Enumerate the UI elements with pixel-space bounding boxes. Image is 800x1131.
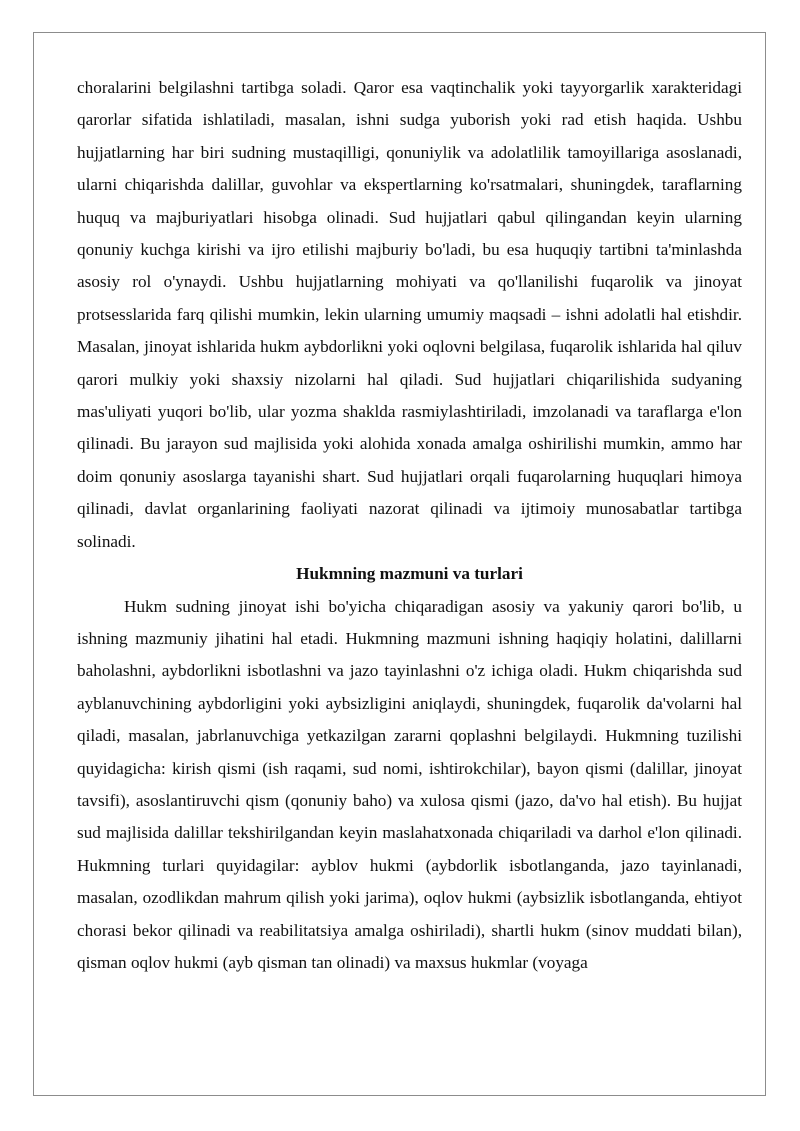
body-paragraph: choralarini belgilashni tartibga soladi. Qaror esa vaqtinchalik yoki tayyorgarlik xarakteridagi qarorlar sifatida ishlatiladi, masalan, ishni sudga yuborish yoki rad etish haqida. Ushbu hujjatlarning har biri sudning mustaqilligi, qonuniylik va adolatlilik tamoyillariga asoslanadi, ularni chiqarishda dalillar, guvohlar va ekspertlarning ko'rsatmalari, shuningdek, taraflarning huquq va majburiyatlari hisobga olinadi. Sud hujjatlari qabul qilingandan keyin ularning qonuniy kuchga kirishi va ijro etilishi majburiy bo'ladi, bu esa huquqiy tartibni ta'minlashda asosiy rol o'ynaydi. Ushbu hujjatlarning mohiyati va qo'llanilishi fuqarolik va jinoyat protsesslarida farq qilishi mumkin, lekin ularning umumiy maqsadi – ishni adolatli hal etishdir. Masalan, jinoyat ishlarida hukm aybdorlikni yoki oqlovni belgilasa, fuqarolik ishlarida hal qiluv qarori mulkiy yoki shaxsiy nizolarni hal qiladi. Sud hujjatlari chiqarilishida sudyaning mas'uliyati yuqori bo'lib, ular yozma shaklda rasmiylashtiriladi, imzolanadi va taraflarga e'lon qilinadi. Bu jarayon sud majlisida yoki alohida xonada amalga oshirilishi mumkin, ammo har doim qonuniy asoslarga tayanishi shart. Sud hujjatlari orqali fuqarolarning huquqlari himoya qilinadi, davlat organlarining faoliyati nazorat qilinadi va ijtimoiy munosabatlar tartibga solinadi.	[77, 78, 742, 551]
body-paragraph: Hukm sudning jinoyat ishi bo'yicha chiqaradigan asosiy va yakuniy qarori bo'lib, u ishning mazmuniy jihatini hal etadi. Hukmning mazmuni ishning haqiqiy holatini, dalillarni baholashni, aybdorlikni isbotlashni va jazo tayinlashni o'z ichiga oladi. Hukm chiqarishda sud ayblanuvchining aybdorligini yoki aybsizligini aniqlaydi, shuningdek, fuqarolik da'volarni hal qiladi, masalan, jabrlanuvchiga yetkazilgan zararni qoplashni belgilaydi. Hukmning tuzilishi quyidagicha: kirish qismi (ish raqami, sud nomi, ishtirokchilar), bayon qismi (dalillar, jinoyat tavsifi), asoslantiruvchi qism (qonuniy baho) va xulosa qismi (jazo, da'vo hal etish). Bu hujjat sud majlisida dalillar tekshirilgandan keyin maslahatxonada chiqariladi va darhol e'lon qilinadi. Hukmning turlari quyidagilar: ayblov hukmi (aybdorlik isbotlanganda, jazo tayinlanadi, masalan, ozodlikdan mahrum qilish yoki jarima), oqlov hukmi (aybsizlik isbotlanganda, ehtiyot chorasi bekor qilinadi va reabilitatsiya amalga oshiriladi), shartli hukm (sinov muddati bilan), qisman oqlov hukmi (ayb qisman tan olinadi) va maxsus hukmlar (voyaga	[77, 596, 742, 972]
document-body	[77, 72, 742, 979]
section-heading: Hukmning mazmuni va turlari	[296, 564, 523, 584]
